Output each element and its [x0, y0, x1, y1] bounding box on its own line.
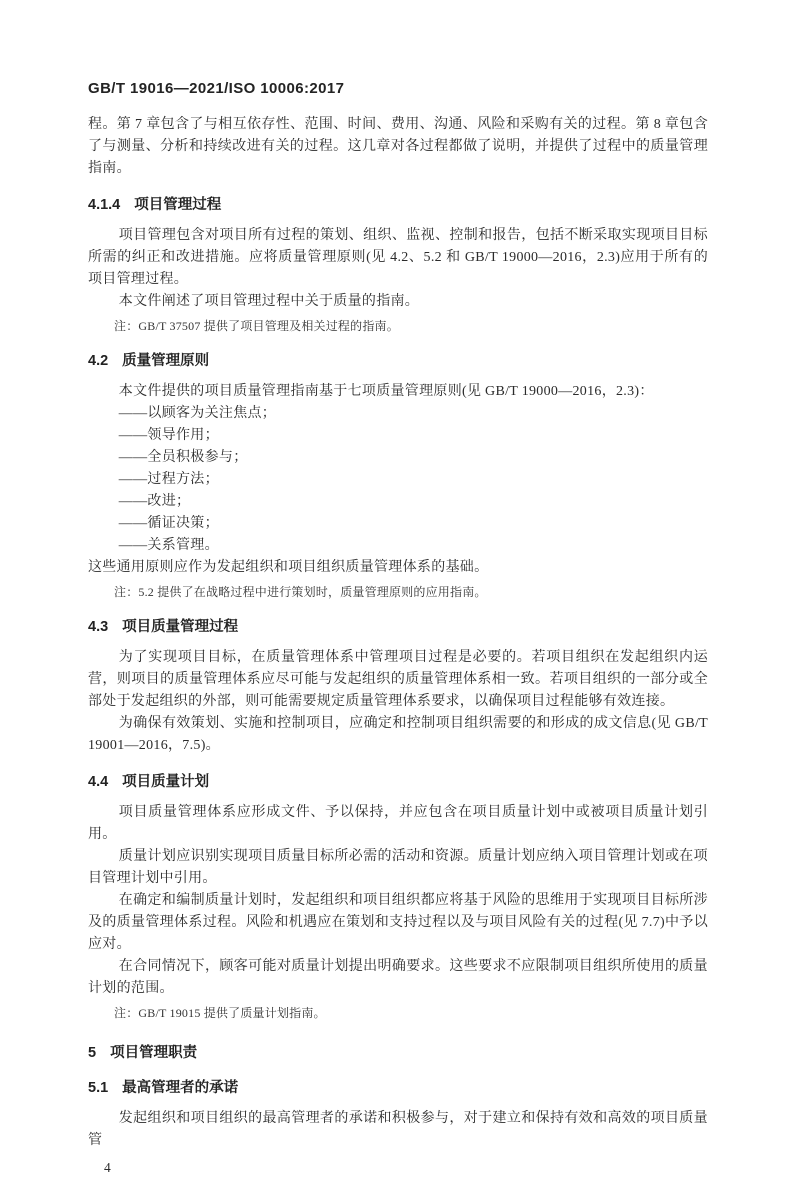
heading-number: 5 — [88, 1045, 97, 1061]
paragraph: 程。第 7 章包含了与相互依存性、范围、时间、费用、沟通、风险和采购有关的过程。第 8 章包含了与测量、分析和持续改进有关的过程。这几章对各过程都做了说明，并提供了过程中的质量管理指南。 — [88, 117, 708, 176]
page-number: 4 — [104, 1160, 111, 1175]
dash-list-item: ——循证决策； — [118, 516, 219, 531]
heading-number: 4.1.4 — [88, 197, 121, 213]
heading-number: 4.2 — [88, 353, 109, 369]
section-heading — [88, 1078, 708, 1098]
note: 注：GB/T 37507 提供了项目管理及相关过程的指南。 — [114, 319, 399, 333]
dash-list-item: ——领导作用； — [118, 428, 219, 443]
paragraph: 为确保有效策划、实施和控制项目，应确定和控制项目组织需要的和形成的成文信息(见 GB/T 19001—2016，7.5)。 — [88, 716, 708, 753]
heading-title: 项目管理职责 — [110, 1045, 198, 1061]
standard-number-header: GB/T 19016—2021/ISO 10006:2017 — [88, 80, 345, 97]
heading-number: 4.3 — [88, 619, 109, 635]
dash-list-item: ——以顾客为关注焦点； — [118, 406, 277, 421]
dash-list-item: ——过程方法； — [118, 472, 219, 487]
section-heading — [88, 1043, 708, 1063]
heading-number: 5.1 — [88, 1080, 109, 1096]
heading-number: 4.4 — [88, 774, 109, 790]
paragraph: 为了实现项目目标，在质量管理体系中管理项目过程是必要的。若项目组织在发起组织内运营，则项目的质量管理体系应尽可能与发起组织的质量管理体系相一致。若项目组织的一部分或全部处于发起组织的外部，则可能需要规定质量管理体系要求，以确保项目过程能够有效连接。 — [88, 650, 708, 709]
paragraph: 在确定和编制质量计划时，发起组织和项目组织都应将基于风险的思维用于实现项目目标所涉及的质量管理体系过程。风险和机遇应在策划和支持过程以及与项目风险有关的过程(见 7.7)中予以应对。 — [88, 893, 708, 952]
section-heading — [88, 195, 708, 215]
paragraph: 本文件提供的项目质量管理指南基于七项质量管理原则(见 GB/T 19000—2016，2.3)： — [118, 384, 654, 399]
note: 注：GB/T 19015 提供了质量计划指南。 — [114, 1006, 326, 1020]
paragraph: 在合同情况下，顾客可能对质量计划提出明确要求。这些要求不应限制项目组织所使用的质量计划的范围。 — [88, 959, 708, 996]
paragraph: 质量计划应识别实现项目质量目标所必需的活动和资源。质量计划应纳入项目管理计划或在项目管理计划中引用。 — [88, 849, 708, 886]
dash-list-item: ——关系管理。 — [118, 538, 219, 553]
section-heading — [88, 772, 708, 792]
section-heading — [88, 351, 708, 371]
paragraph: 项目管理包含对项目所有过程的策划、组织、监视、控制和报告，包括不断采取实现项目目标所需的纠正和改进措施。应将质量管理原则(见 4.2、5.2 和 GB/T 19000—2016，2.3)应用于所有的项目管理过程。 — [88, 228, 708, 287]
heading-title: 项目质量管理过程 — [122, 619, 239, 635]
paragraph: 项目质量管理体系应形成文件、予以保持，并应包含在项目质量计划中或被项目质量计划引用。 — [88, 805, 708, 842]
paragraph: 这些通用原则应作为发起组织和项目组织质量管理体系的基础。 — [88, 560, 489, 575]
section-heading — [88, 617, 708, 637]
heading-title: 项目质量计划 — [122, 774, 210, 790]
paragraph: 发起组织和项目组织的最高管理者的承诺和积极参与，对于建立和保持有效和高效的项目质量管 — [88, 1111, 708, 1148]
paragraph: 本文件阐述了项目管理过程中关于质量的指南。 — [118, 294, 420, 309]
heading-title: 质量管理原则 — [122, 353, 210, 369]
heading-title: 最高管理者的承诺 — [122, 1080, 239, 1096]
dash-list — [88, 403, 708, 557]
dash-list-item: ——改进； — [118, 494, 191, 509]
heading-title: 项目管理过程 — [134, 197, 222, 213]
note: 注：5.2 提供了在战略过程中进行策划时，质量管理原则的应用指南。 — [114, 585, 487, 599]
dash-list-item: ——全员积极参与； — [118, 450, 248, 465]
document-body — [88, 114, 708, 1152]
